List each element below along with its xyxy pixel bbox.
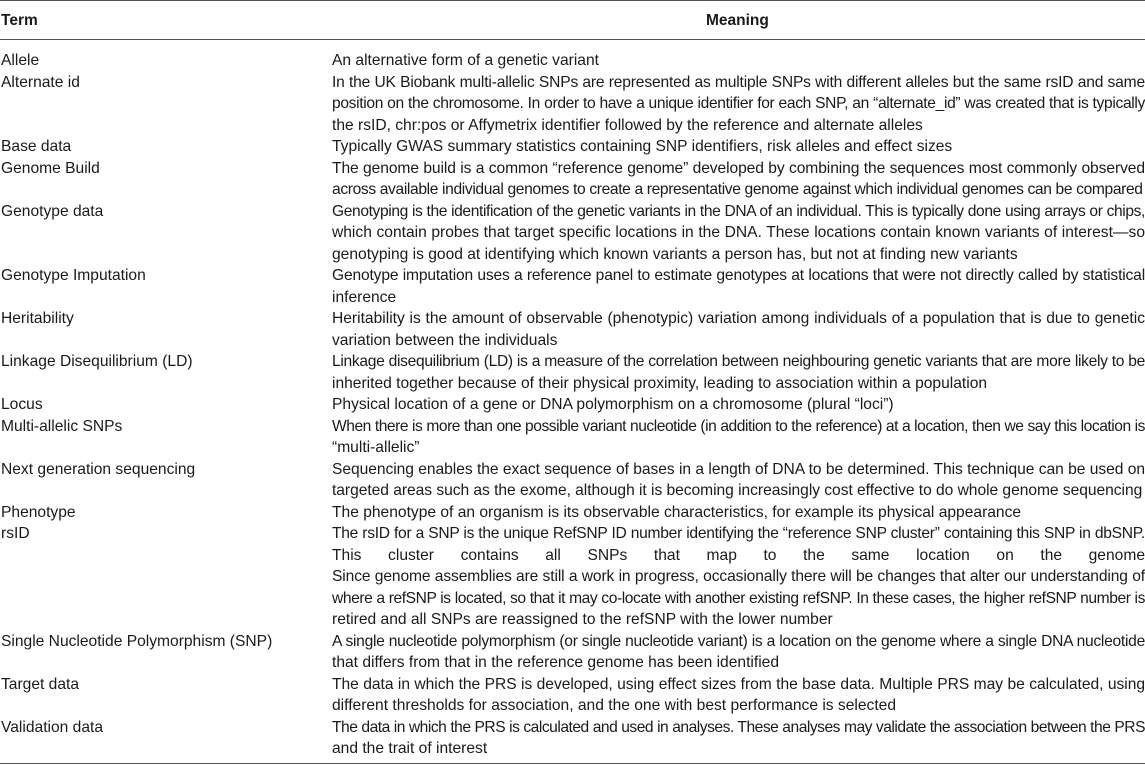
table-row [0, 502, 1145, 524]
meaning-line: “multi-allelic” [332, 439, 420, 456]
meaning-cell [332, 136, 1145, 158]
table-row [0, 136, 1145, 158]
meaning-line: inherited together because of their physical proximity, leading to association within a population [332, 374, 988, 392]
term-cell: Next generation sequencing [1, 460, 196, 478]
meaning-line: When there is more than one possible variant nucleotide (in addition to the reference) at a location, then we say this location is [332, 417, 1145, 435]
meaning-line: different thresholds for association, and the one with best performance is selected [332, 697, 897, 714]
term-cell: Linkage Disequilibrium (LD) [1, 353, 193, 370]
term-cell: Base data [1, 138, 72, 155]
meaning-line: The genome build is a common “reference genome” developed by combining the sequences most commonly observed [332, 159, 1145, 177]
term-cell: Genome Build [1, 159, 100, 177]
meaning-cell [332, 674, 1145, 717]
term-cell: Locus [1, 396, 43, 413]
meaning-line: A single nucleotide polymorphism (or single nucleotide variant) is a location on the genome where a single DNA nucleotide [332, 632, 1145, 650]
meaning-cell [332, 394, 1145, 416]
meaning-cell [332, 631, 1145, 674]
meaning-column-header: Meaning [706, 12, 769, 29]
meaning-cell [332, 265, 1145, 308]
meaning-cell [332, 201, 1145, 266]
meaning-cell [332, 523, 1145, 631]
meaning-cell [332, 502, 1145, 524]
term-cell: Phenotype [1, 503, 76, 521]
table-row [0, 717, 1145, 760]
meaning-line: which contain probes that target specific locations in the DNA. These locations contain known variants of interest—so [332, 224, 1145, 241]
table-row [0, 308, 1145, 351]
meaning-line: genotyping is good at identifying which known variants a person has, but not at finding new variants [332, 245, 1018, 263]
meaning-line: The data in which the PRS is developed, using effect sizes from the base data. Multiple PRS may be calculated, using [332, 675, 1145, 693]
term-cell: Heritability [1, 310, 74, 327]
meaning-line: Genotyping is the identification of the genetic variants in the DNA of an individual. This is typically done using arrays or chips, [332, 202, 1145, 220]
meaning-line: This cluster contains all SNPs that map to the same location on the genome [332, 546, 1145, 564]
meaning-line: inference [332, 288, 397, 306]
meaning-line: where a refSNP is located, so that it may co-locate with another existing refSNP. In these cases, the higher refSNP number is [332, 589, 1145, 607]
meaning-line: Physical location of a gene or DNA polymorphism on a chromosome (plural “loci”) [332, 396, 894, 413]
table-row [0, 50, 1145, 72]
meaning-cell [332, 416, 1145, 459]
table-header [0, 0, 1145, 40]
meaning-line: Genotype imputation uses a reference panel to estimate genotypes at locations that were not directly called by statistical [332, 267, 1145, 284]
meaning-line: Sequencing enables the exact sequence of bases in a length of DNA to be determined. This technique can be used on [332, 460, 1145, 478]
meaning-cell [332, 351, 1145, 394]
term-column-header: Term [1, 12, 38, 29]
term-cell: Single Nucleotide Polymorphism (SNP) [1, 632, 273, 650]
table-row [0, 201, 1145, 266]
meaning-line: and the trait of interest [332, 740, 488, 757]
table-bottom-rule [0, 763, 1145, 764]
term-cell: Alternate id [1, 73, 80, 91]
meaning-line: Linkage disequilibrium (LD) is a measure of the correlation between neighbouring genetic variants that are more likely to be [332, 353, 1145, 370]
table-row [0, 351, 1145, 394]
table-row [0, 523, 1145, 631]
table-row [0, 158, 1145, 201]
meaning-line: Since genome assemblies are still a work in progress, occasionally there will be changes that alter our understanding of [332, 568, 1145, 585]
meaning-cell [332, 72, 1145, 137]
table-row [0, 265, 1145, 308]
meaning-line: In the UK Biobank multi-allelic SNPs are represented as multiple SNPs with different alleles but the same rsID and same [332, 73, 1145, 91]
term-cell: Genotype data [1, 202, 104, 220]
meaning-line: The data in which the PRS is calculated and used in analyses. These analyses may validate the association between the PRS [332, 718, 1145, 736]
term-cell: rsID [1, 525, 30, 542]
meaning-line: the rsID, chr:pos or Affymetrix identifier followed by the reference and alternate alleles [332, 116, 923, 134]
meaning-cell [332, 717, 1145, 760]
meaning-cell [332, 50, 1145, 72]
term-cell: Allele [1, 52, 40, 69]
table-row [0, 674, 1145, 717]
meaning-line: Heritability is the amount of observable (phenotypic) variation among individuals of a population that is due to genetic [332, 310, 1145, 327]
meaning-line: across available individual genomes to create a representative genome against which individual genomes can be compared [332, 181, 1143, 198]
meaning-line: targeted areas such as the exome, although it is becoming increasingly cost effective to do whole genome sequencing [332, 482, 1143, 499]
table-row [0, 72, 1145, 137]
table-row [0, 394, 1145, 416]
meaning-line: An alternative form of a genetic variant [332, 52, 599, 69]
meaning-line: The rsID for a SNP is the unique RefSNP ID number identifying the “reference SNP cluster” containing this SNP in dbSNP. [332, 525, 1145, 542]
meaning-line: retired and all SNPs are reassigned to the refSNP with the lower number [332, 611, 833, 628]
term-cell: Multi-allelic SNPs [1, 417, 123, 435]
table-row [0, 416, 1145, 459]
term-cell: Genotype Imputation [1, 267, 146, 284]
table-row [0, 459, 1145, 502]
term-cell: Target data [1, 675, 80, 693]
meaning-line: The phenotype of an organism is its observable characteristics, for example its physical appearance [332, 503, 1022, 521]
term-cell: Validation data [1, 718, 104, 736]
meaning-cell [332, 308, 1145, 351]
meaning-line: position on the chromosome. In order to have a unique identifier for each SNP, an “alternate_id” was created that is typically [332, 95, 1145, 112]
meaning-cell [332, 158, 1145, 201]
table-body [0, 40, 1145, 760]
meaning-line: Typically GWAS summary statistics containing SNP identifiers, risk alleles and effect sizes [332, 138, 953, 155]
meaning-line: that differs from that in the reference genome has been identified [332, 654, 780, 671]
table-row [0, 631, 1145, 674]
meaning-line: variation between the individuals [332, 331, 558, 349]
meaning-cell [332, 459, 1145, 502]
